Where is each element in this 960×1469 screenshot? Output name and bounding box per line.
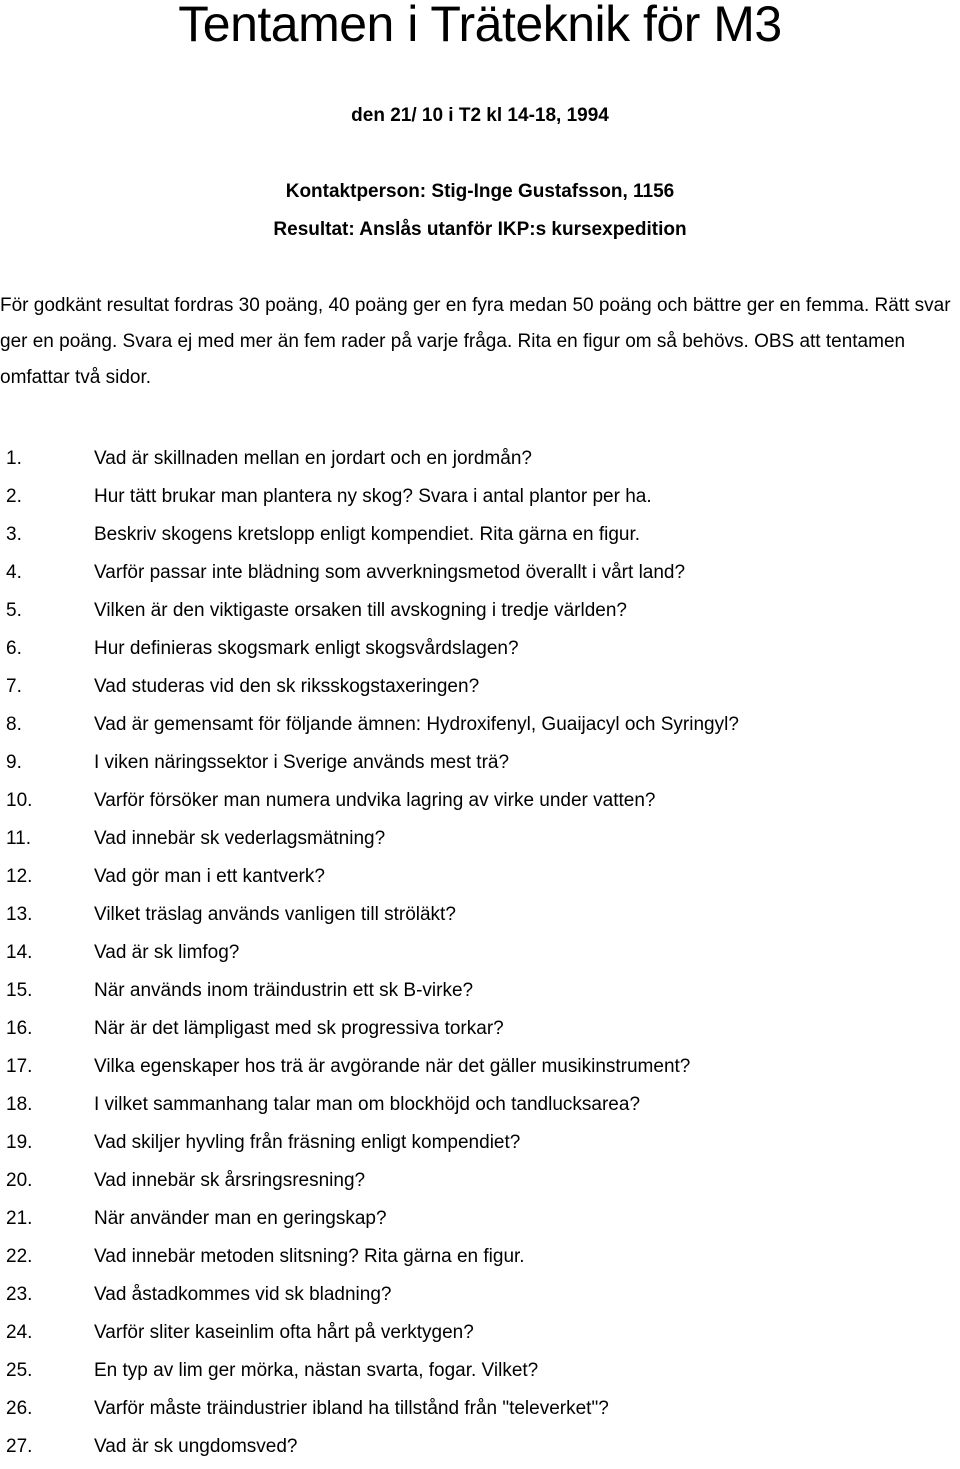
question-number: 14. [6, 942, 33, 963]
question-number: 17. [6, 1056, 33, 1077]
question-number: 6. [6, 638, 22, 659]
question-text: Varför passar inte blädning som avverkningsmetod överallt i vårt land? [94, 562, 686, 583]
question-item [0, 519, 960, 557]
question-text: Varför måste träindustrier ibland ha tillstånd från "televerket"? [94, 1398, 609, 1419]
question-item [0, 1393, 960, 1431]
question-text: Vad är sk ungdomsved? [94, 1436, 298, 1457]
question-item [0, 975, 960, 1013]
question-item [0, 671, 960, 709]
question-number: 7. [6, 676, 22, 697]
question-number: 27. [6, 1436, 33, 1457]
question-text: Vilken är den viktigaste orsaken till avskogning i tredje världen? [94, 600, 628, 621]
question-number: 13. [6, 904, 33, 925]
question-item [0, 1355, 960, 1393]
question-number: 26. [6, 1398, 33, 1419]
question-number: 16. [6, 1018, 33, 1039]
question-item [0, 1127, 960, 1165]
question-item [0, 1279, 960, 1317]
question-text: Beskriv skogens kretslopp enligt kompendiet. Rita gärna en figur. [94, 524, 641, 545]
question-text: Vad innebär metoden slitsning? Rita gärna en figur. [94, 1246, 525, 1267]
question-item [0, 937, 960, 975]
question-item [0, 1013, 960, 1051]
question-item [0, 633, 960, 671]
question-number: 3. [6, 524, 22, 545]
question-item [0, 443, 960, 481]
question-text: Vad är skillnaden mellan en jordart och en jordmån? [94, 448, 532, 469]
question-text: I vilket sammanhang talar man om blockhöjd och tandlucksarea? [94, 1094, 641, 1115]
exam-date-line: den 21/ 10 i T2 kl 14-18, 1994 [351, 105, 609, 126]
question-number: 19. [6, 1132, 33, 1153]
question-number: 25. [6, 1360, 33, 1381]
question-text: Vilket träslag används vanligen till ströläkt? [94, 904, 456, 925]
question-item [0, 1165, 960, 1203]
question-number: 21. [6, 1208, 33, 1229]
question-number: 22. [6, 1246, 33, 1267]
question-number: 15. [6, 980, 33, 1001]
contact-person-line: Kontaktperson: Stig-Inge Gustafsson, 1156 [285, 181, 675, 202]
question-item [0, 481, 960, 519]
question-text: Vad är gemensamt för följande ämnen: Hydroxifenyl, Guaijacyl och Syringyl? [94, 714, 739, 735]
question-number: 23. [6, 1284, 33, 1305]
question-item [0, 747, 960, 785]
question-text: Vilka egenskaper hos trä är avgörande när det gäller musikinstrument? [94, 1056, 691, 1077]
question-text: När är det lämpligast med sk progressiva torkar? [94, 1018, 504, 1039]
question-item [0, 709, 960, 747]
question-item [0, 1431, 960, 1469]
question-text: När använder man en geringskap? [94, 1208, 387, 1229]
results-line: Resultat: Anslås utanför IKP:s kursexpedition [273, 219, 687, 240]
question-item [0, 1089, 960, 1127]
question-text: En typ av lim ger mörka, nästan svarta, fogar. Vilket? [94, 1360, 539, 1381]
question-number: 9. [6, 752, 22, 773]
question-item [0, 1051, 960, 1089]
question-text: Vad åstadkommes vid sk bladning? [94, 1284, 392, 1305]
intro-paragraph: För godkänt resultat fordras 30 poäng, 40 poäng ger en fyra medan 50 poäng och bättre ger en femma. Rätt svar ger en poäng. Svara ej med mer än fem rader på varje fråga. Rita en figur om så behövs. OBS att tentamen omfattar två sidor. [0, 295, 951, 388]
question-number: 1. [6, 448, 22, 469]
question-item [0, 1203, 960, 1241]
question-number: 10. [6, 790, 33, 811]
question-item [0, 595, 960, 633]
question-item [0, 861, 960, 899]
question-text: Vad skiljer hyvling från fräsning enligt kompendiet? [94, 1132, 521, 1153]
question-number: 4. [6, 562, 22, 583]
question-number: 24. [6, 1322, 33, 1343]
question-list [0, 443, 960, 1469]
question-item [0, 1317, 960, 1355]
question-text: Vad studeras vid den sk riksskogstaxeringen? [94, 676, 480, 697]
question-text: Vad innebär sk årsringsresning? [94, 1170, 366, 1191]
question-text: Varför sliter kaseinlim ofta hårt på verktygen? [94, 1322, 474, 1343]
question-text: När används inom träindustrin ett sk B-virke? [94, 980, 474, 1001]
question-number: 5. [6, 600, 22, 621]
question-text: Varför försöker man numera undvika lagring av virke under vatten? [94, 790, 656, 811]
question-number: 12. [6, 866, 33, 887]
question-text: Hur tätt brukar man plantera ny skog? Svara i antal plantor per ha. [94, 486, 652, 507]
question-text: I viken näringssektor i Sverige används mest trä? [94, 752, 510, 773]
question-number: 2. [6, 486, 22, 507]
question-text: Vad är sk limfog? [94, 942, 240, 963]
question-text: Hur definieras skogsmark enligt skogsvårdslagen? [94, 638, 519, 659]
question-number: 20. [6, 1170, 33, 1191]
question-number: 11. [6, 828, 32, 849]
question-text: Vad innebär sk vederlagsmätning? [94, 828, 386, 849]
question-number: 18. [6, 1094, 33, 1115]
page-title: Tentamen i Träteknik för M3 [178, 0, 782, 52]
question-item [0, 899, 960, 937]
question-item [0, 823, 960, 861]
question-text: Vad gör man i ett kantverk? [94, 866, 325, 887]
question-number: 8. [6, 714, 22, 735]
question-item [0, 557, 960, 595]
question-item [0, 1241, 960, 1279]
question-item [0, 785, 960, 823]
